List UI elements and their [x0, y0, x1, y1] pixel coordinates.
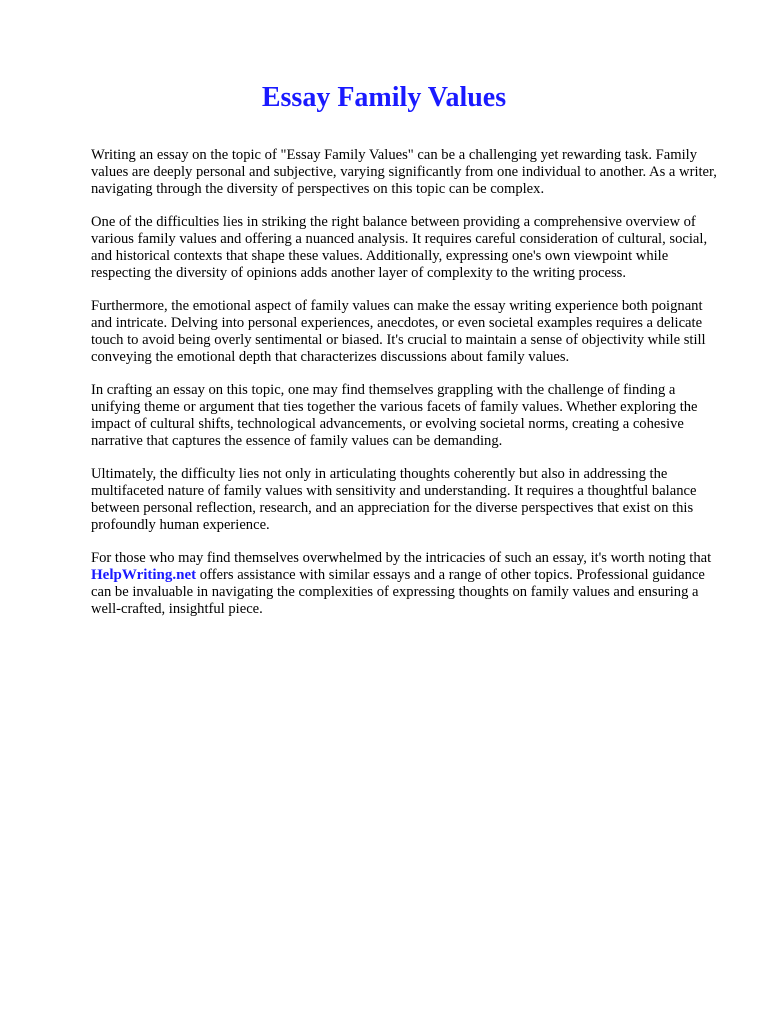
helpwriting-link[interactable]: HelpWriting.net [91, 567, 197, 583]
document-body [91, 147, 723, 634]
paragraph-6-rest: offers assistance with similar essays and a range of other topics. Professional guidance can be invaluable in navigating the complexities of expressing thoughts on family values and ensuring a well-crafted, insightful piece. [91, 567, 705, 617]
paragraph-5: Ultimately, the difficulty lies not only in articulating thoughts coherently but also in addressing the multifaceted nature of family values with sensitivity and understanding. It requires a thoughtful balance between personal reflection, research, and an appreciation for the diverse perspectives that exist on this profoundly human experience. [91, 466, 697, 533]
paragraph-3: Furthermore, the emotional aspect of family values can make the essay writing experience both poignant and intricate. Delving into personal experiences, anecdotes, or even societal examples requires a delicate touch to avoid being overly sentimental or biased. It's crucial to maintain a sense of objectivity while still conveying the emotional depth that characterizes discussions about family values. [91, 298, 706, 365]
paragraph-1: Writing an essay on the topic of "Essay Family Values" can be a challenging yet rewarding task. Family values are deeply personal and subjective, varying significantly from one individual to another. As a writer, navigating through the diversity of perspectives on this topic can be complex. [91, 147, 717, 197]
paragraph-4: In crafting an essay on this topic, one may find themselves grappling with the challenge of finding a unifying theme or argument that ties together the various facets of family values. Whether exploring the impact of cultural shifts, technological advancements, or evolving societal norms, creating a cohesive narrative that captures the essence of family values can be demanding. [91, 382, 698, 449]
paragraph-2: One of the difficulties lies in striking the right balance between providing a comprehensive overview of various family values and offering a nuanced analysis. It requires careful consideration of cultural, social, and historical contexts that shape these values. Additionally, expressing one's own viewpoint while respecting the diversity of opinions adds another layer of complexity to the writing process. [91, 214, 708, 281]
paragraph-6-intro: For those who may find themselves overwhelmed by the intricacies of such an essay, it's worth noting that [91, 550, 712, 566]
document-title: Essay Family Values [261, 82, 507, 113]
paragraph-6 [91, 550, 723, 618]
